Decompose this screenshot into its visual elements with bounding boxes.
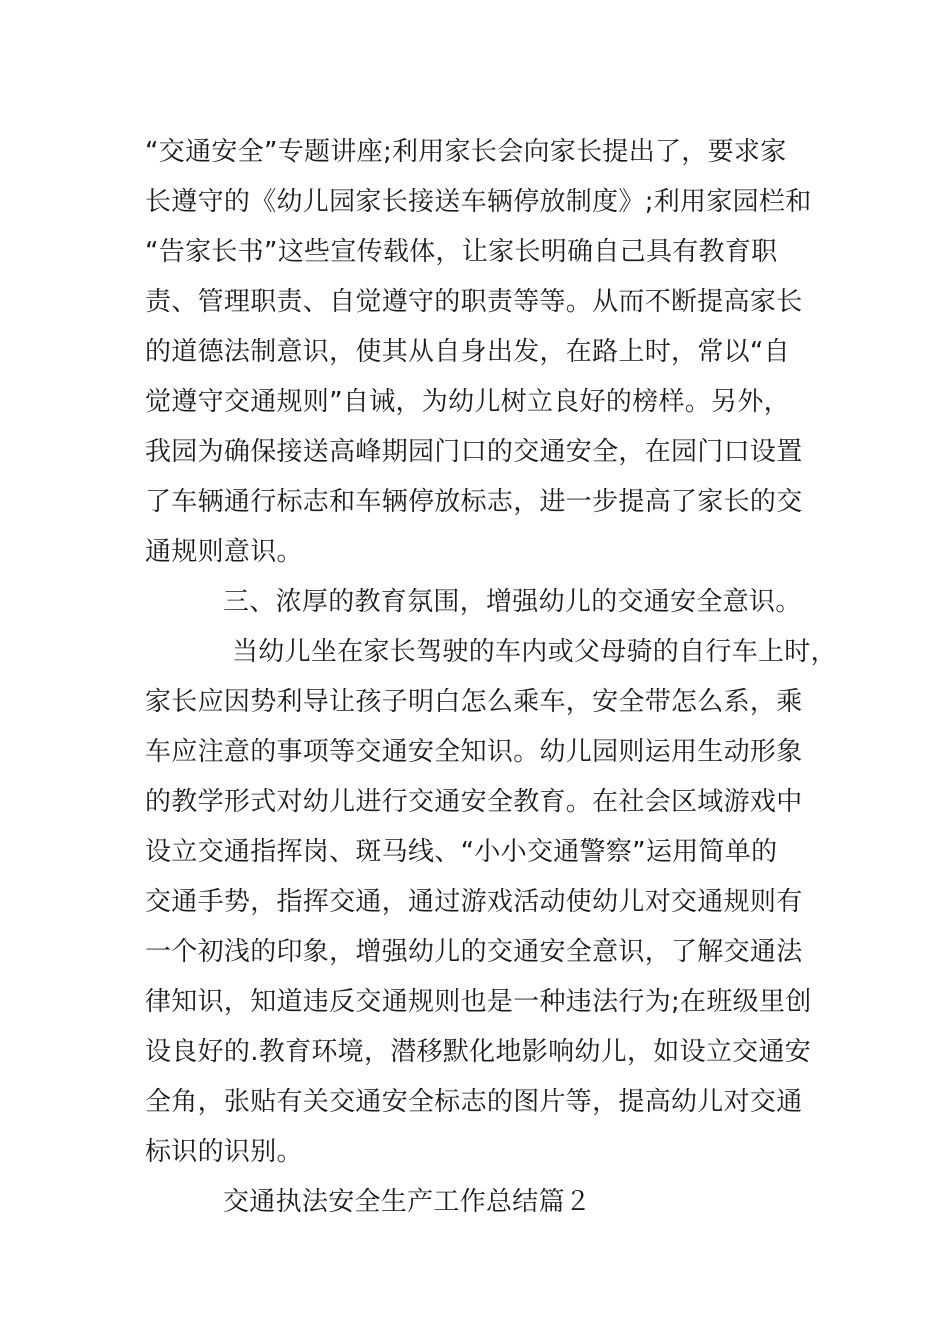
article-title: 交通执法安全生产工作总结篇２ (223, 1187, 592, 1217)
text-line: 通规则意识。 (145, 537, 303, 567)
text-line: 设良好的.教育环境，潜移默化地影响幼儿，如设立交通安 (145, 1037, 812, 1067)
text-line: 觉遵守交通规则”自诫，为幼儿树立良好的榜样。另外， (145, 387, 790, 417)
text-line: 车应注意的事项等交通安全知识。幼儿园则运用生动形象 (145, 737, 803, 767)
text-line: 全角，张贴有关交通安全标志的图片等，提高幼儿对交通 (145, 1087, 803, 1117)
text-line: “告家长书”这些宣传载体，让家长明确自己具有教育职 (145, 237, 778, 267)
text-line: 律知识，知道违反交通规则也是一种违法行为;在班级里创 (145, 987, 812, 1017)
paragraph-first-line: 当幼儿坐在家长驾驶的车内或父母骑的自行车上时， (232, 637, 837, 667)
text-line: 交通手势，指挥交通，通过游戏活动使幼儿对交通规则有 (145, 887, 803, 917)
text-line: 家长应因势利导让孩子明白怎么乘车，安全带怎么系，乘 (145, 687, 803, 717)
section-heading: 三、浓厚的教育氛围，增强幼儿的交通安全意识。 (223, 587, 802, 617)
text-line: “交通安全”专题讲座;利用家长会向家长提出了，要求家 (145, 137, 787, 167)
text-line: 我园为确保接送高峰期园门口的交通安全，在园门口设置 (145, 437, 803, 467)
text-line: 的教学形式对幼儿进行交通安全教育。在社会区域游戏中 (145, 787, 803, 817)
text-line: 的道德法制意识，使其从自身出发，在路上时，常以“自 (145, 337, 790, 367)
text-line: 责、管理职责、自觉遵守的职责等等。从而不断提高家长 (145, 287, 803, 317)
text-line: 一个初浅的印象，增强幼儿的交通安全意识，了解交通法 (145, 937, 803, 967)
text-line: 长遵守的《幼儿园家长接送车辆停放制度》;利用家园栏和 (145, 187, 812, 217)
text-line: 了车辆通行标志和车辆停放标志，进一步提高了家长的交 (145, 487, 803, 517)
text-line: 标识的识别。 (145, 1137, 303, 1167)
text-line: 设立交通指挥岗、斑马线、“小小交通警察”运用简单的 (145, 837, 778, 867)
